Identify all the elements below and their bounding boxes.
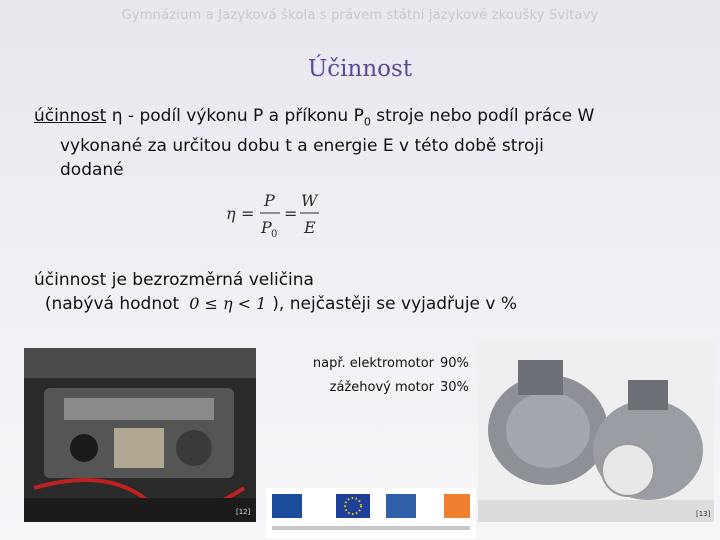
credit-left: [12]	[236, 508, 251, 516]
formula-numerator-w: W	[301, 191, 318, 210]
term-label: účinnost	[34, 106, 107, 126]
example-row	[272, 376, 469, 400]
msmt-logo	[386, 494, 416, 518]
formula-sub-zero: 0	[271, 229, 278, 240]
formula-eq1: =	[241, 204, 255, 223]
slide-title: Účinnost	[307, 56, 413, 82]
esf-logo	[272, 494, 302, 518]
funding-logos	[266, 488, 476, 538]
definition-line2: vykonané za určitou dobu t a energie E v této době stroji	[60, 136, 544, 157]
eta-symbol: η	[111, 106, 123, 126]
credit-right: [13]	[696, 510, 711, 518]
subscript-zero: 0	[363, 115, 371, 129]
definition-line3: dodané	[60, 160, 124, 181]
formula-denominator-p: P	[261, 218, 272, 237]
example-value: 30%	[440, 380, 469, 395]
formula-denominator-e: E	[304, 218, 316, 237]
formula-eq2: =	[284, 204, 298, 223]
dash: -	[127, 106, 135, 126]
definition-text: podíl výkonu P a příkonu P	[139, 106, 364, 126]
school-header: Gymnázium a Jazyková škola s právem státní jazykové zkoušky Svitavy	[121, 8, 599, 23]
efficiency-formula	[224, 186, 344, 242]
formula-numerator-p: P	[264, 191, 275, 210]
definition-paragraph	[34, 104, 704, 182]
example-row	[272, 352, 469, 376]
definition-tail: stroje nebo podíl práce W	[376, 106, 595, 126]
car-engine-photo	[24, 348, 256, 522]
op-logo	[444, 494, 470, 518]
statement-line1: účinnost je bezrozměrná veličina	[34, 270, 314, 290]
example-label: např. elektromotor	[312, 356, 434, 371]
statement-paragraph	[34, 268, 694, 316]
statement-line2: (nabývá hodnot 0 ≤ η < 1 ), nejčastěji se vyjadřuje v %	[44, 294, 518, 314]
efficiency-examples	[272, 352, 469, 400]
electric-motors-photo	[478, 340, 714, 522]
example-label: zážehový motor	[329, 380, 434, 395]
formula-eta: η	[226, 204, 236, 223]
example-value: 90%	[440, 356, 469, 371]
inequality: 0 ≤ η < 1	[189, 294, 267, 313]
